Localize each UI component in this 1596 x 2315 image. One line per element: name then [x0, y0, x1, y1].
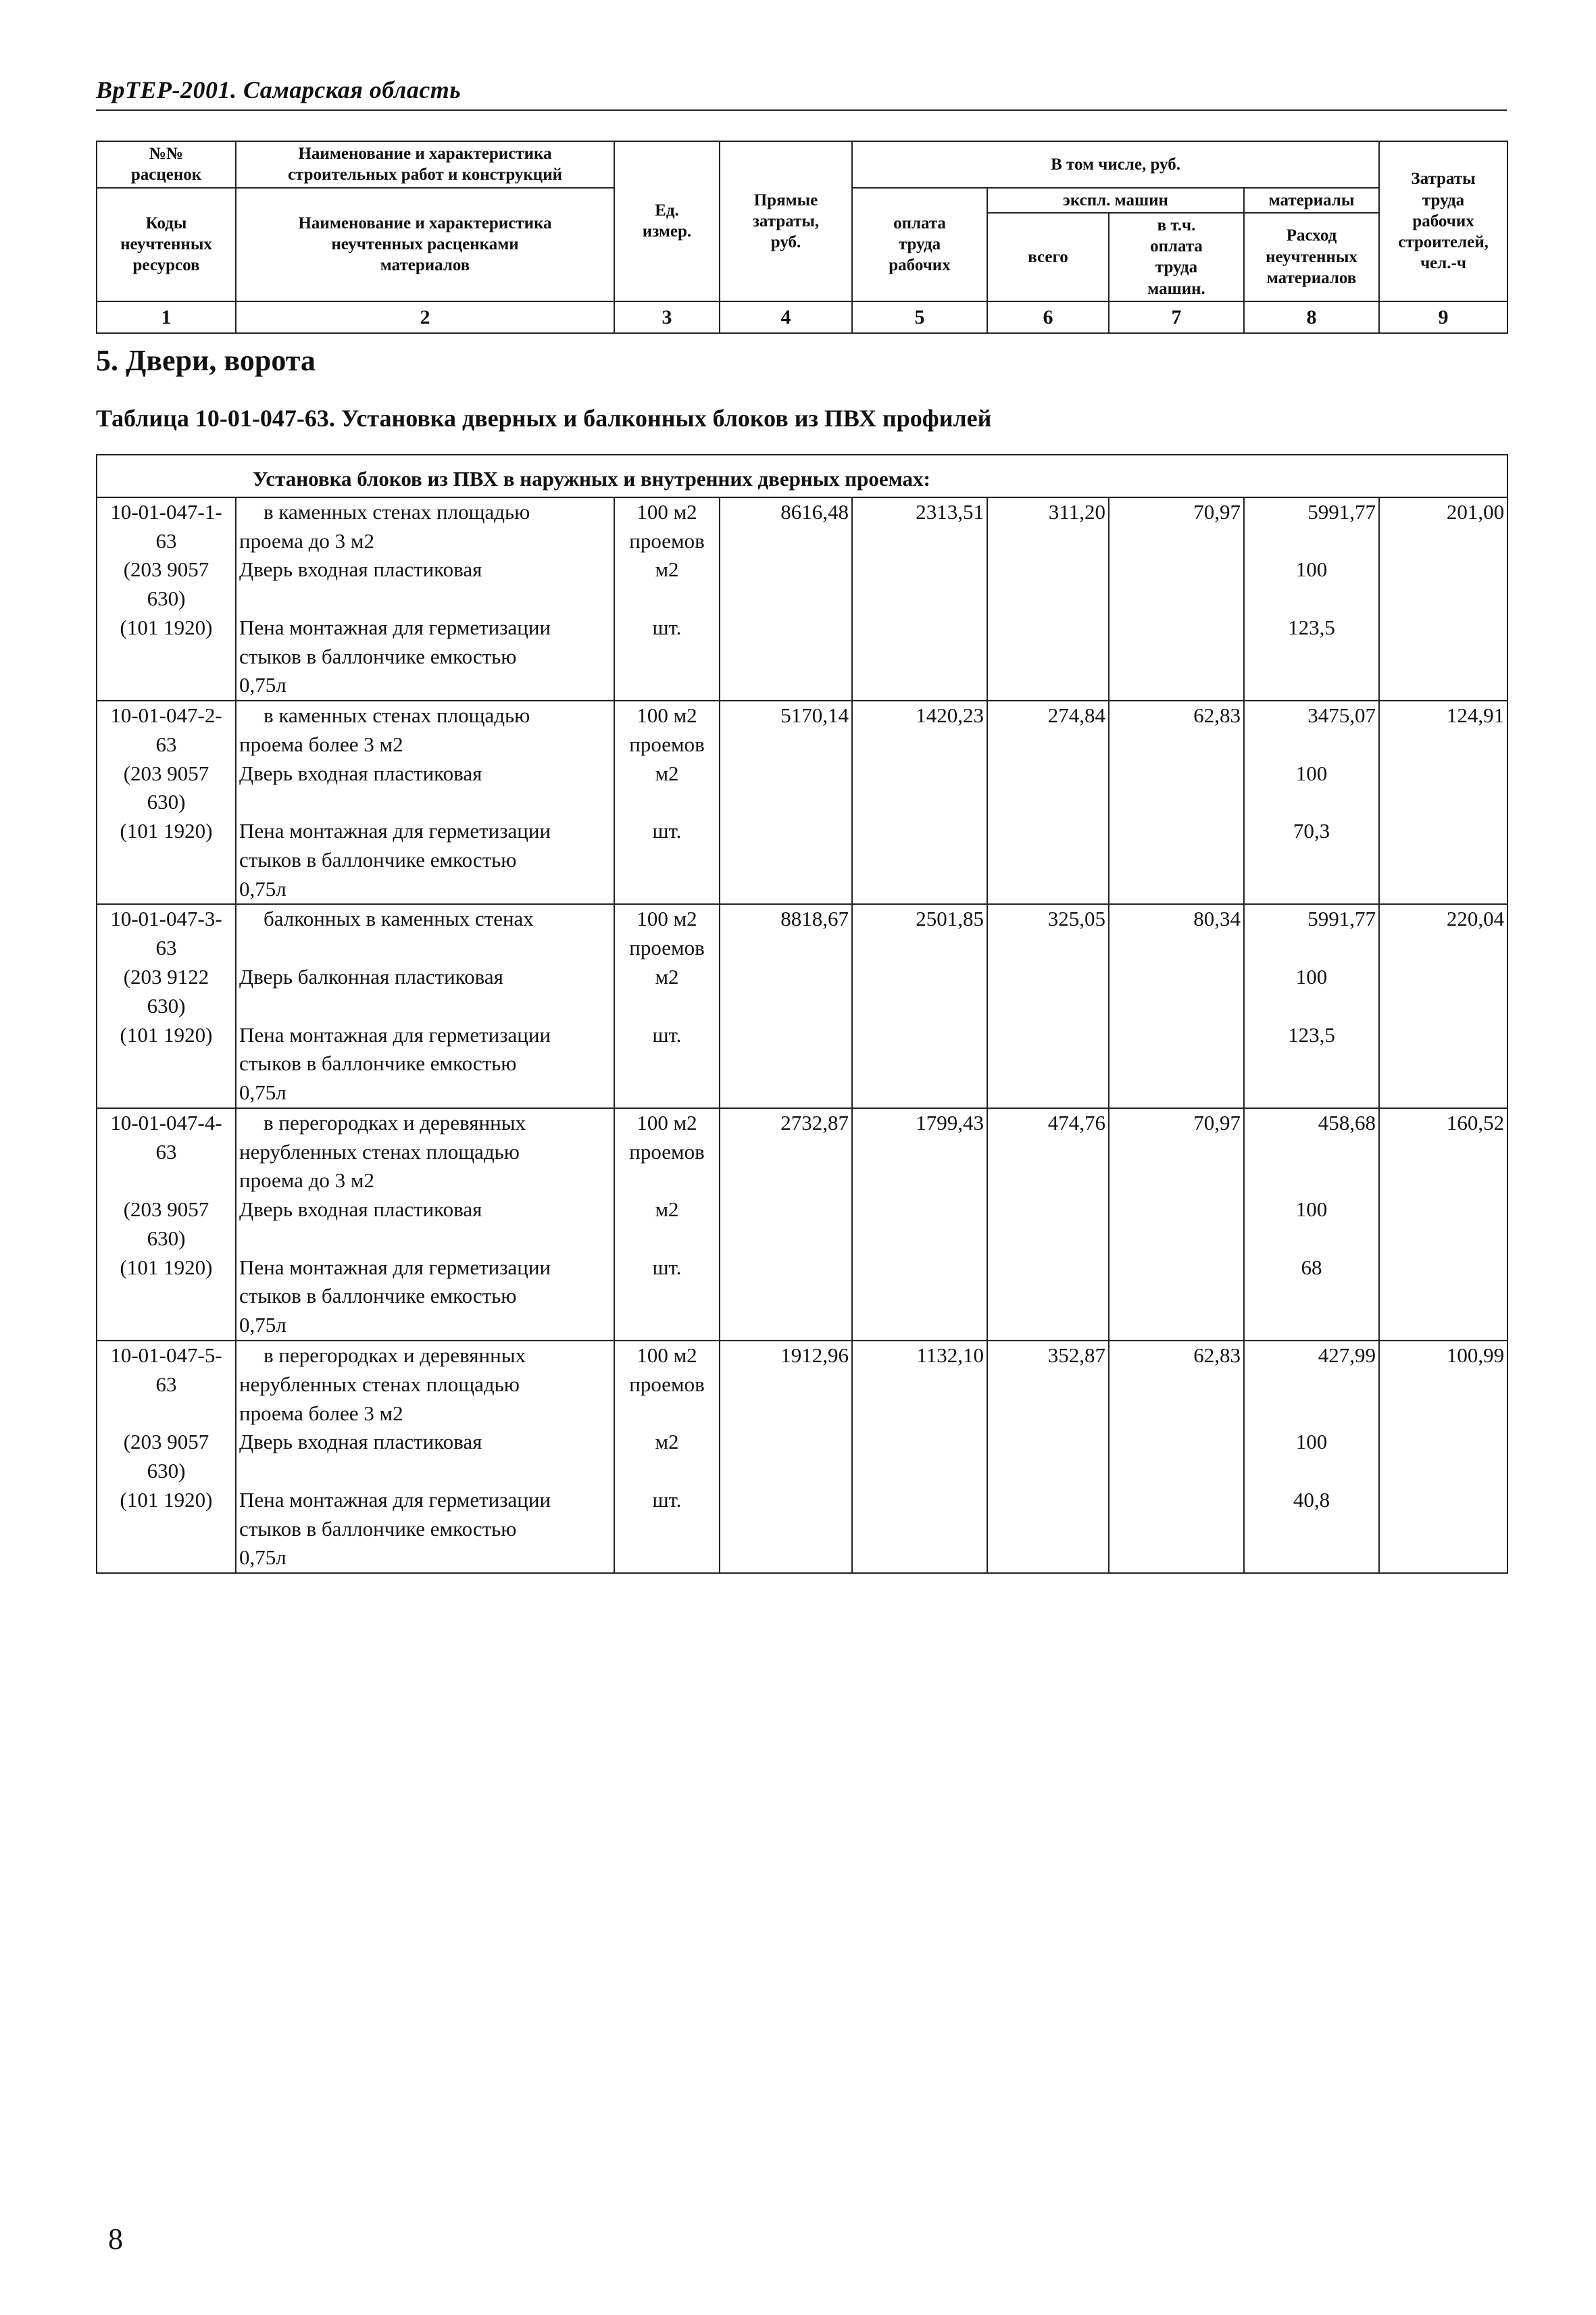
rate-row [97, 497, 1507, 556]
rate-row [97, 1108, 1507, 1195]
machines-total: 352,87 [987, 1341, 1109, 1428]
empty-cell [720, 614, 852, 701]
empty-cell [1379, 555, 1507, 614]
resource-row [97, 1253, 1507, 1341]
resource-name: Дверь балконная пластиковая [236, 963, 614, 1021]
resource-row [97, 1486, 1507, 1573]
labor-wages: 1132,10 [852, 1341, 987, 1428]
resource-quantity: 123,5 [1244, 614, 1379, 701]
resource-name: Дверь входная пластиковая [236, 1195, 614, 1253]
direct-costs: 8616,48 [720, 497, 852, 556]
column-number: 7 [1109, 301, 1244, 334]
empty-cell [1109, 1486, 1244, 1573]
empty-cell [987, 1253, 1109, 1341]
resource-unit: м2 [614, 555, 720, 614]
col7-machines-labor: в т.ч. оплата труда машин. [1109, 213, 1244, 301]
empty-cell [1379, 614, 1507, 701]
empty-cell [720, 760, 852, 818]
resource-code: (101 1920) [97, 1021, 236, 1108]
empty-cell [852, 1428, 987, 1486]
worker-hours: 124,91 [1379, 701, 1507, 760]
rate-name: в перегородках и деревянных нерубленных стенах площадью проема до 3 м2 [236, 1108, 614, 1195]
empty-cell [1109, 1021, 1244, 1108]
resource-unit: шт. [614, 1253, 720, 1341]
resource-quantity: 100 [1244, 963, 1379, 1021]
resource-unit: шт. [614, 1486, 720, 1573]
empty-cell [1109, 1195, 1244, 1253]
resource-code: (101 1920) [97, 817, 236, 904]
group-materials: материалы [1244, 188, 1379, 213]
resource-row [97, 1195, 1507, 1253]
column-number: 4 [720, 301, 852, 334]
column-number: 6 [987, 301, 1109, 334]
resource-code: (203 9057 630) [97, 555, 236, 614]
resource-code: (203 9122 630) [97, 963, 236, 1021]
empty-cell [1379, 1486, 1507, 1573]
empty-cell [852, 614, 987, 701]
resource-quantity: 70,3 [1244, 817, 1379, 904]
resource-quantity: 68 [1244, 1253, 1379, 1341]
empty-cell [987, 1021, 1109, 1108]
rate-name: в каменных стенах площадью проема до 3 м2 [236, 497, 614, 556]
rate-unit: 100 м2 проемов [614, 1341, 720, 1428]
table-caption: Установка блоков из ПВХ в наружных и внутренних дверных проемах: [97, 455, 1507, 497]
col2-bottom: Наименование и характеристика неучтенных расценками материалов [236, 188, 614, 301]
empty-cell [852, 1486, 987, 1573]
column-number: 3 [614, 301, 720, 334]
col8-materials: Расход неучтенных материалов [1244, 213, 1379, 301]
resource-unit: шт. [614, 614, 720, 701]
machines-labor: 62,83 [1109, 701, 1244, 760]
col4-direct: Прямые затраты, руб. [720, 141, 852, 301]
rate-code: 10-01-047-5- 63 [97, 1341, 236, 1428]
resource-unit: м2 [614, 1195, 720, 1253]
resource-row [97, 555, 1507, 614]
resource-code: (203 9057 630) [97, 760, 236, 818]
rates-table [96, 454, 1508, 1574]
resource-row [97, 614, 1507, 701]
col2-top: Наименование и характеристика строительных работ и конструкций [236, 141, 614, 188]
empty-cell [852, 1253, 987, 1341]
empty-cell [852, 760, 987, 818]
empty-cell [1379, 1428, 1507, 1486]
empty-cell [720, 1021, 852, 1108]
machines-total: 311,20 [987, 497, 1109, 556]
resource-name: Дверь входная пластиковая [236, 760, 614, 818]
empty-cell [1379, 963, 1507, 1021]
resource-row [97, 817, 1507, 904]
resource-name: Пена монтажная для герметизации стыков в баллончике емкостью 0,75л [236, 817, 614, 904]
resource-row [97, 1428, 1507, 1486]
empty-cell [852, 1021, 987, 1108]
empty-cell [1379, 1021, 1507, 1108]
rate-unit: 100 м2 проемов [614, 904, 720, 963]
col6-total: всего [987, 213, 1109, 301]
machines-total: 474,76 [987, 1108, 1109, 1195]
group-included: В том числе, руб. [852, 141, 1379, 188]
machines-labor: 62,83 [1109, 1341, 1244, 1428]
empty-cell [1379, 1195, 1507, 1253]
empty-cell [1109, 614, 1244, 701]
machines-labor: 70,97 [1109, 497, 1244, 556]
empty-cell [720, 1428, 852, 1486]
rate-unit: 100 м2 проемов [614, 497, 720, 556]
labor-wages: 1420,23 [852, 701, 987, 760]
direct-costs: 2732,87 [720, 1108, 852, 1195]
empty-cell [987, 614, 1109, 701]
worker-hours: 100,99 [1379, 1341, 1507, 1428]
resource-row [97, 1021, 1507, 1108]
col1-bottom: Коды неучтенных ресурсов [97, 188, 236, 301]
rate-name: балконных в каменных стенах [236, 904, 614, 963]
rate-code: 10-01-047-3- 63 [97, 904, 236, 963]
direct-costs: 1912,96 [720, 1341, 852, 1428]
column-number: 5 [852, 301, 987, 334]
empty-cell [720, 1195, 852, 1253]
empty-cell [852, 963, 987, 1021]
resource-quantity: 123,5 [1244, 1021, 1379, 1108]
labor-wages: 2501,85 [852, 904, 987, 963]
resource-unit: м2 [614, 760, 720, 818]
column-number: 8 [1244, 301, 1379, 334]
empty-cell [1109, 1428, 1244, 1486]
empty-cell [987, 555, 1109, 614]
resource-row [97, 760, 1507, 818]
resource-code: (101 1920) [97, 1486, 236, 1573]
empty-cell [987, 1195, 1109, 1253]
empty-cell [987, 817, 1109, 904]
resource-name: Дверь входная пластиковая [236, 1428, 614, 1486]
resource-name: Пена монтажная для герметизации стыков в баллончике емкостью 0,75л [236, 1486, 614, 1573]
empty-cell [720, 555, 852, 614]
empty-cell [987, 760, 1109, 818]
resource-code: (101 1920) [97, 1253, 236, 1341]
resource-code: (203 9057 630) [97, 1195, 236, 1253]
materials-cost: 5991,77 [1244, 497, 1379, 556]
resource-name: Пена монтажная для герметизации стыков в баллончике емкостью 0,75л [236, 1253, 614, 1341]
resource-quantity: 100 [1244, 1195, 1379, 1253]
worker-hours: 220,04 [1379, 904, 1507, 963]
empty-cell [1109, 963, 1244, 1021]
resource-code: (203 9057 630) [97, 1428, 236, 1486]
machines-total: 325,05 [987, 904, 1109, 963]
resource-quantity: 100 [1244, 555, 1379, 614]
empty-cell [1379, 817, 1507, 904]
empty-cell [852, 817, 987, 904]
empty-cell [720, 1486, 852, 1573]
resource-unit: м2 [614, 963, 720, 1021]
resource-quantity: 100 [1244, 760, 1379, 818]
empty-cell [852, 555, 987, 614]
materials-cost: 3475,07 [1244, 701, 1379, 760]
machines-labor: 70,97 [1109, 1108, 1244, 1195]
resource-quantity: 100 [1244, 1428, 1379, 1486]
resource-quantity: 40,8 [1244, 1486, 1379, 1573]
resource-name: Пена монтажная для герметизации стыков в баллончике емкостью 0,75л [236, 614, 614, 701]
rate-row [97, 1341, 1507, 1428]
direct-costs: 5170,14 [720, 701, 852, 760]
rate-name: в каменных стенах площадью проема более 3 м2 [236, 701, 614, 760]
empty-cell [1109, 1253, 1244, 1341]
table-title: Таблица 10-01-047-63. Установка дверных и балконных блоков из ПВХ профилей [96, 405, 992, 432]
rate-code: 10-01-047-1- 63 [97, 497, 236, 556]
page-header: ВрТЕР-2001. Самарская область [96, 76, 1507, 111]
resource-unit: шт. [614, 1021, 720, 1108]
empty-cell [987, 1486, 1109, 1573]
resource-unit: м2 [614, 1428, 720, 1486]
empty-cell [720, 817, 852, 904]
column-number: 9 [1379, 301, 1507, 334]
resource-unit: шт. [614, 817, 720, 904]
empty-cell [987, 963, 1109, 1021]
rate-row [97, 701, 1507, 760]
col9-workers: Затраты труда рабочих строителей, чел.-ч [1379, 141, 1507, 301]
page-number: 8 [108, 2222, 123, 2256]
rate-row [97, 904, 1507, 963]
empty-cell [1109, 555, 1244, 614]
resource-code: (101 1920) [97, 614, 236, 701]
column-header-table [96, 141, 1508, 334]
group-machines: экспл. машин [987, 188, 1244, 213]
col1-top: №№ расценок [97, 141, 236, 188]
machines-labor: 80,34 [1109, 904, 1244, 963]
rate-unit: 100 м2 проемов [614, 1108, 720, 1195]
labor-wages: 2313,51 [852, 497, 987, 556]
rate-unit: 100 м2 проемов [614, 701, 720, 760]
materials-cost: 427,99 [1244, 1341, 1379, 1428]
column-number: 2 [236, 301, 614, 334]
resource-name: Дверь входная пластиковая [236, 555, 614, 614]
empty-cell [987, 1428, 1109, 1486]
rate-code: 10-01-047-4- 63 [97, 1108, 236, 1195]
machines-total: 274,84 [987, 701, 1109, 760]
resource-name: Пена монтажная для герметизации стыков в баллончике емкостью 0,75л [236, 1021, 614, 1108]
col3-unit: Ед. измер. [614, 141, 720, 301]
direct-costs: 8818,67 [720, 904, 852, 963]
worker-hours: 201,00 [1379, 497, 1507, 556]
rate-code: 10-01-047-2- 63 [97, 701, 236, 760]
rate-name: в перегородках и деревянных нерубленных стенах площадью проема более 3 м2 [236, 1341, 614, 1428]
empty-cell [1109, 760, 1244, 818]
empty-cell [852, 1195, 987, 1253]
empty-cell [1379, 760, 1507, 818]
empty-cell [1109, 817, 1244, 904]
worker-hours: 160,52 [1379, 1108, 1507, 1195]
col5-labor: оплата труда рабочих [852, 188, 987, 301]
empty-cell [1379, 1253, 1507, 1341]
resource-row [97, 963, 1507, 1021]
section-title: 5. Двери, ворота [96, 344, 316, 377]
column-number: 1 [97, 301, 236, 334]
materials-cost: 5991,77 [1244, 904, 1379, 963]
empty-cell [720, 963, 852, 1021]
labor-wages: 1799,43 [852, 1108, 987, 1195]
empty-cell [720, 1253, 852, 1341]
materials-cost: 458,68 [1244, 1108, 1379, 1195]
